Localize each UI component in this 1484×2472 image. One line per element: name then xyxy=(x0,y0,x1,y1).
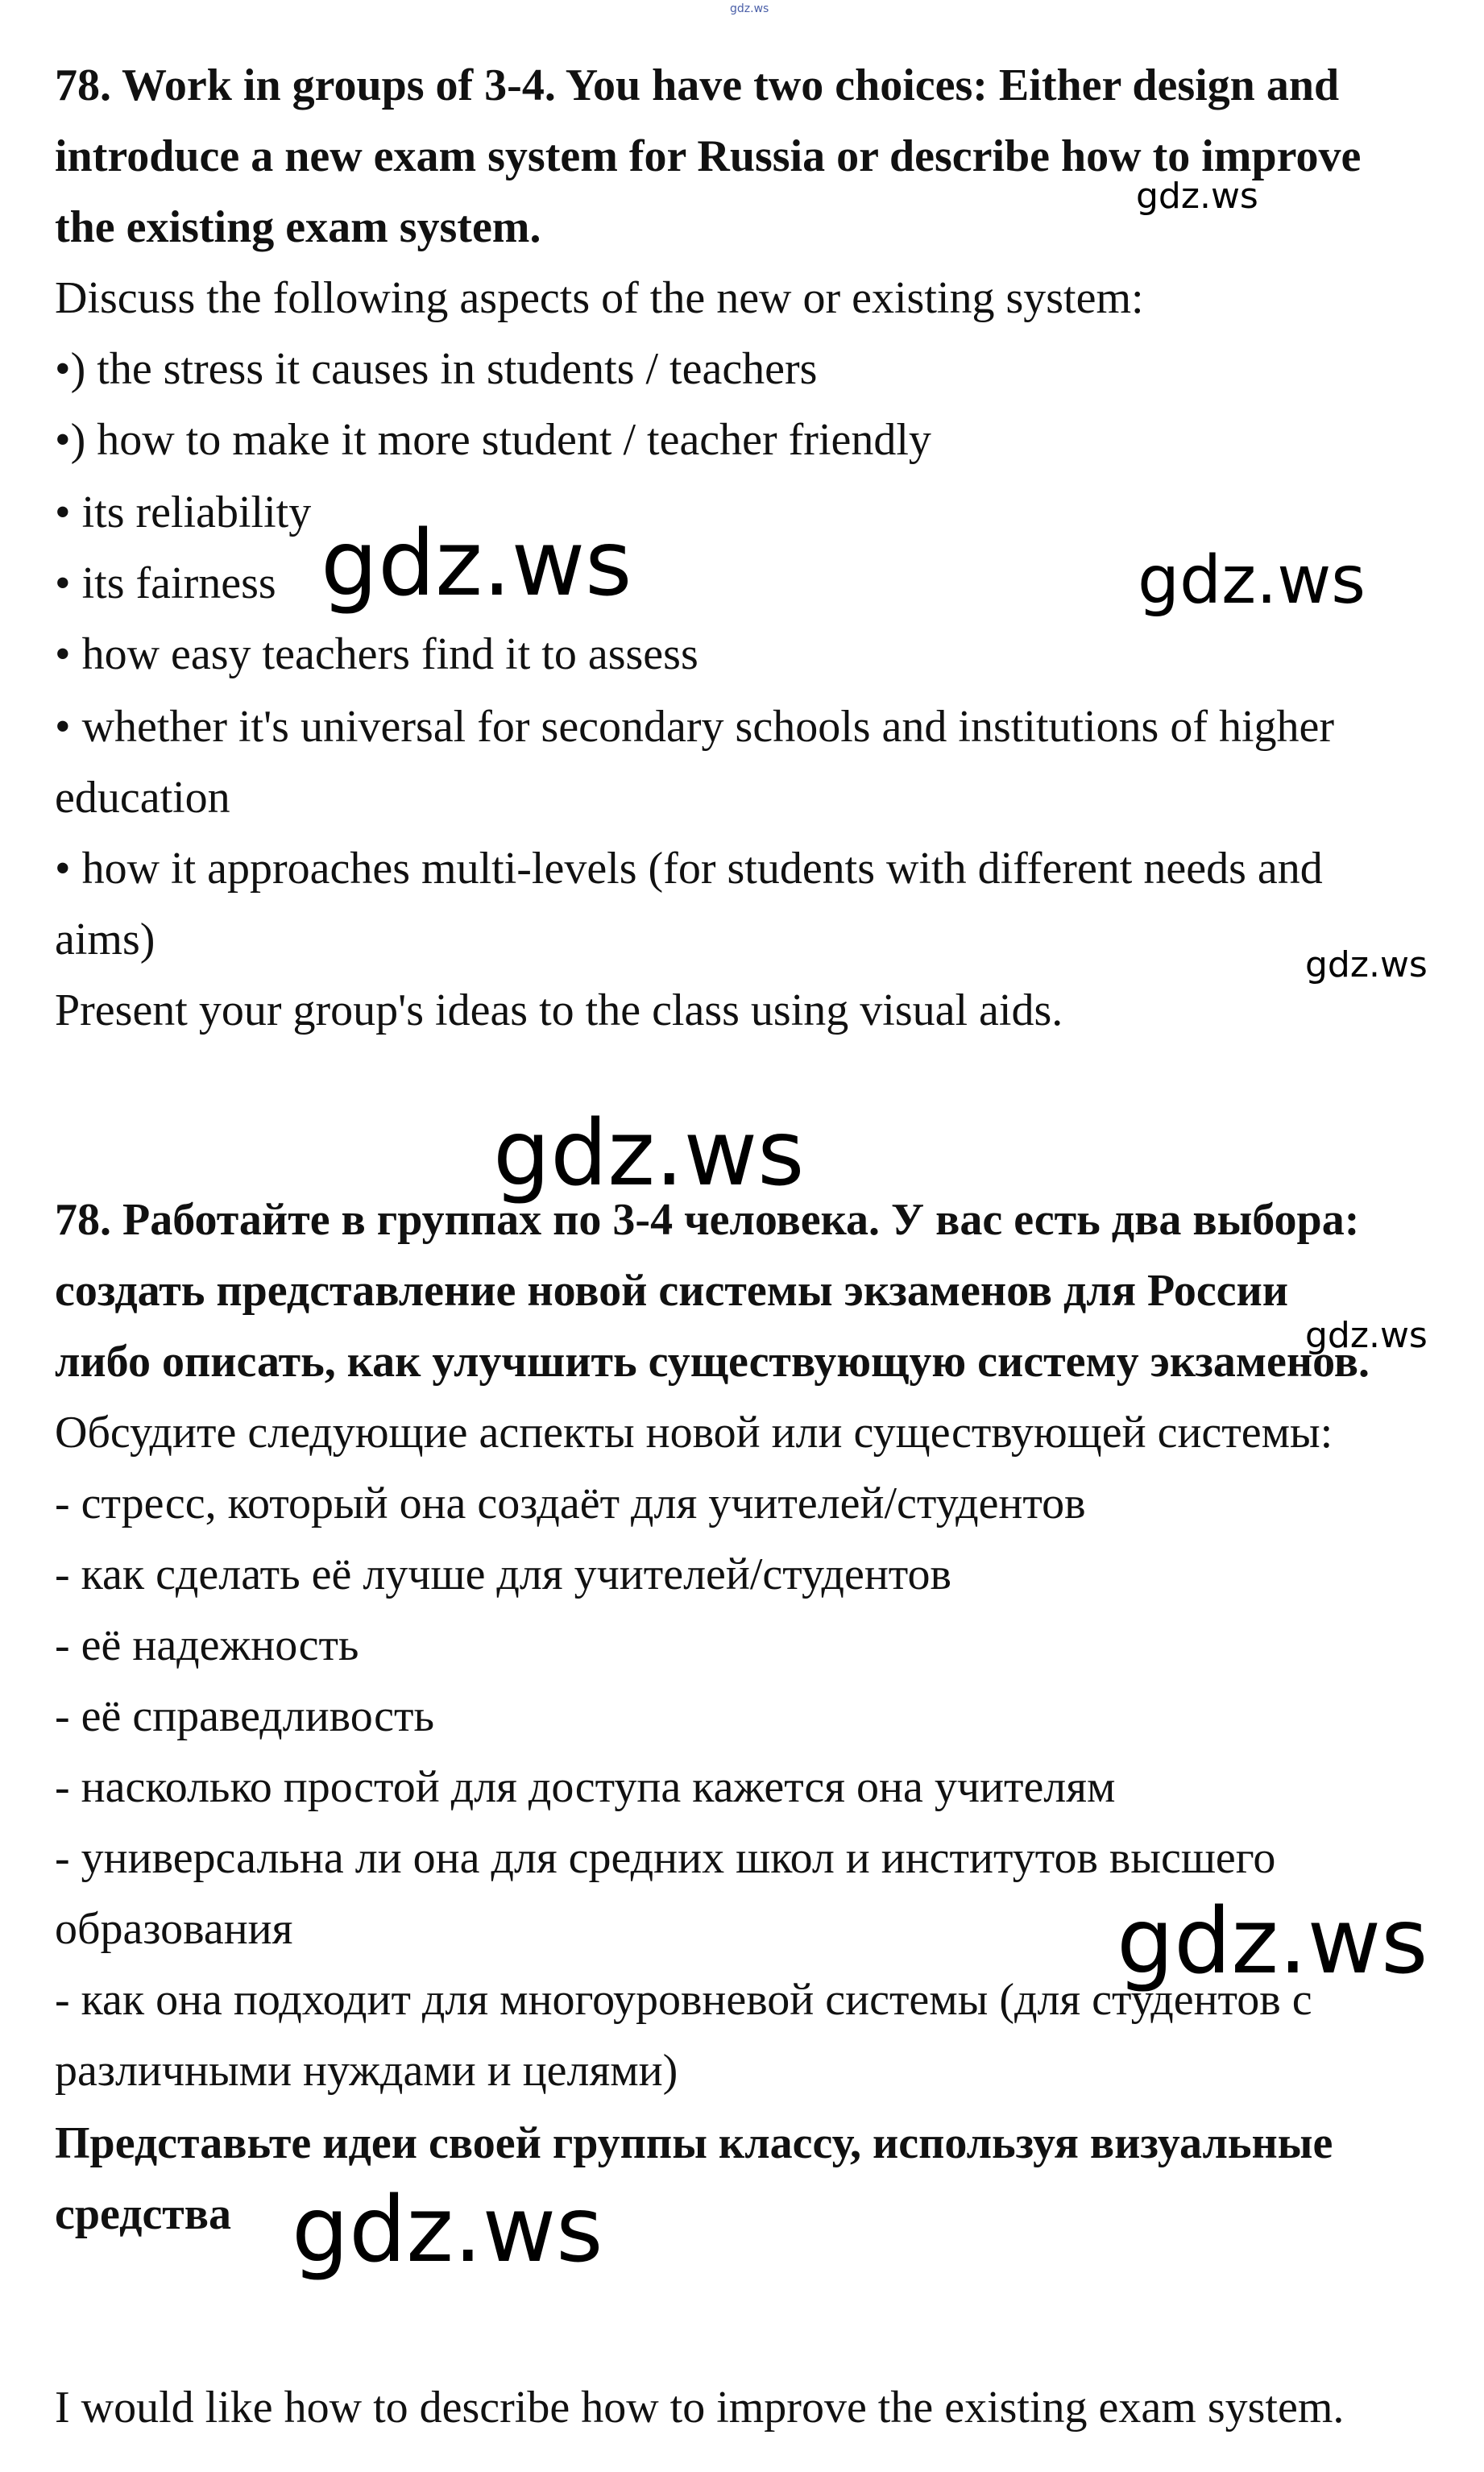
task-outro-ru-line-1: Представьте идеи своей группы классу, используя визуальные xyxy=(55,2118,1333,2168)
list-item: • its fairness xyxy=(55,558,276,608)
list-item: • how it approaches multi-levels (for students with different needs and xyxy=(55,844,1323,894)
watermark-5: gdz.ws xyxy=(493,1101,805,1206)
task-heading-ru-line-3: либо описать, как улучшить существующую систему экзаменов. xyxy=(55,1337,1370,1387)
task-intro-ru: Обсудите следующие аспекты новой или существующей системы: xyxy=(55,1408,1333,1458)
list-item: • its reliability xyxy=(55,487,312,537)
watermark-8: gdz.ws xyxy=(292,2178,603,2283)
list-item: • how easy teachers find it to assess xyxy=(55,629,698,679)
list-item: - стресс, который она создаёт для учителей/студентов xyxy=(55,1479,1086,1528)
list-item: - насколько простой для доступа кажется она учителям xyxy=(55,1762,1116,1812)
task-heading-en-line-3: the existing exam system. xyxy=(55,202,541,252)
task-heading-ru-line-2: создать представление новой системы экзаменов для России xyxy=(55,1266,1289,1316)
list-item: - её справедливость xyxy=(55,1691,434,1741)
list-item-continuation: различными нуждами и целями) xyxy=(55,2046,678,2096)
list-item: • whether it's universal for secondary schools and institutions of higher xyxy=(55,702,1335,752)
task-heading-ru-line-1: 78. Работайте в группах по 3-4 человека. У вас есть два выбора: xyxy=(55,1195,1360,1245)
watermark-7: gdz.ws xyxy=(1117,1889,1428,1994)
list-item: - её надежность xyxy=(55,1620,359,1670)
watermark-tiny: gdz.ws xyxy=(730,2,769,15)
task-heading-en-line-2: introduce a new exam system for Russia or describe how to improve xyxy=(55,131,1362,181)
task-intro-en: Discuss the following aspects of the new or existing system: xyxy=(55,273,1144,323)
list-item-continuation: education xyxy=(55,773,230,823)
list-item-continuation: образования xyxy=(55,1904,293,1954)
list-item-continuation: aims) xyxy=(55,915,155,964)
list-item: - как сделать её лучше для учителей/студентов xyxy=(55,1549,951,1599)
watermark-4: gdz.ws xyxy=(1305,944,1428,985)
watermark-1: gdz.ws xyxy=(1136,176,1258,217)
task-heading-en-line-1: 78. Work in groups of 3-4. You have two choices: Either design and xyxy=(55,60,1340,110)
watermark-3: gdz.ws xyxy=(1138,542,1366,619)
list-item: •) the stress it causes in students / teachers xyxy=(55,344,818,394)
task-outro-ru-line-2: средства xyxy=(55,2189,232,2239)
list-item: •) how to make it more student / teacher friendly xyxy=(55,415,931,465)
answer-text: I would like how to describe how to improve the existing exam system. xyxy=(55,2383,1345,2433)
list-item: - как она подходит для многоуровневой системы (для студентов с xyxy=(55,1975,1312,2025)
task-outro-en: Present your group's ideas to the class using visual aids. xyxy=(55,985,1063,1035)
list-item: - универсальна ли она для средних школ и институтов высшего xyxy=(55,1833,1276,1883)
watermark-6: gdz.ws xyxy=(1305,1315,1428,1356)
watermark-2: gdz.ws xyxy=(321,512,632,616)
